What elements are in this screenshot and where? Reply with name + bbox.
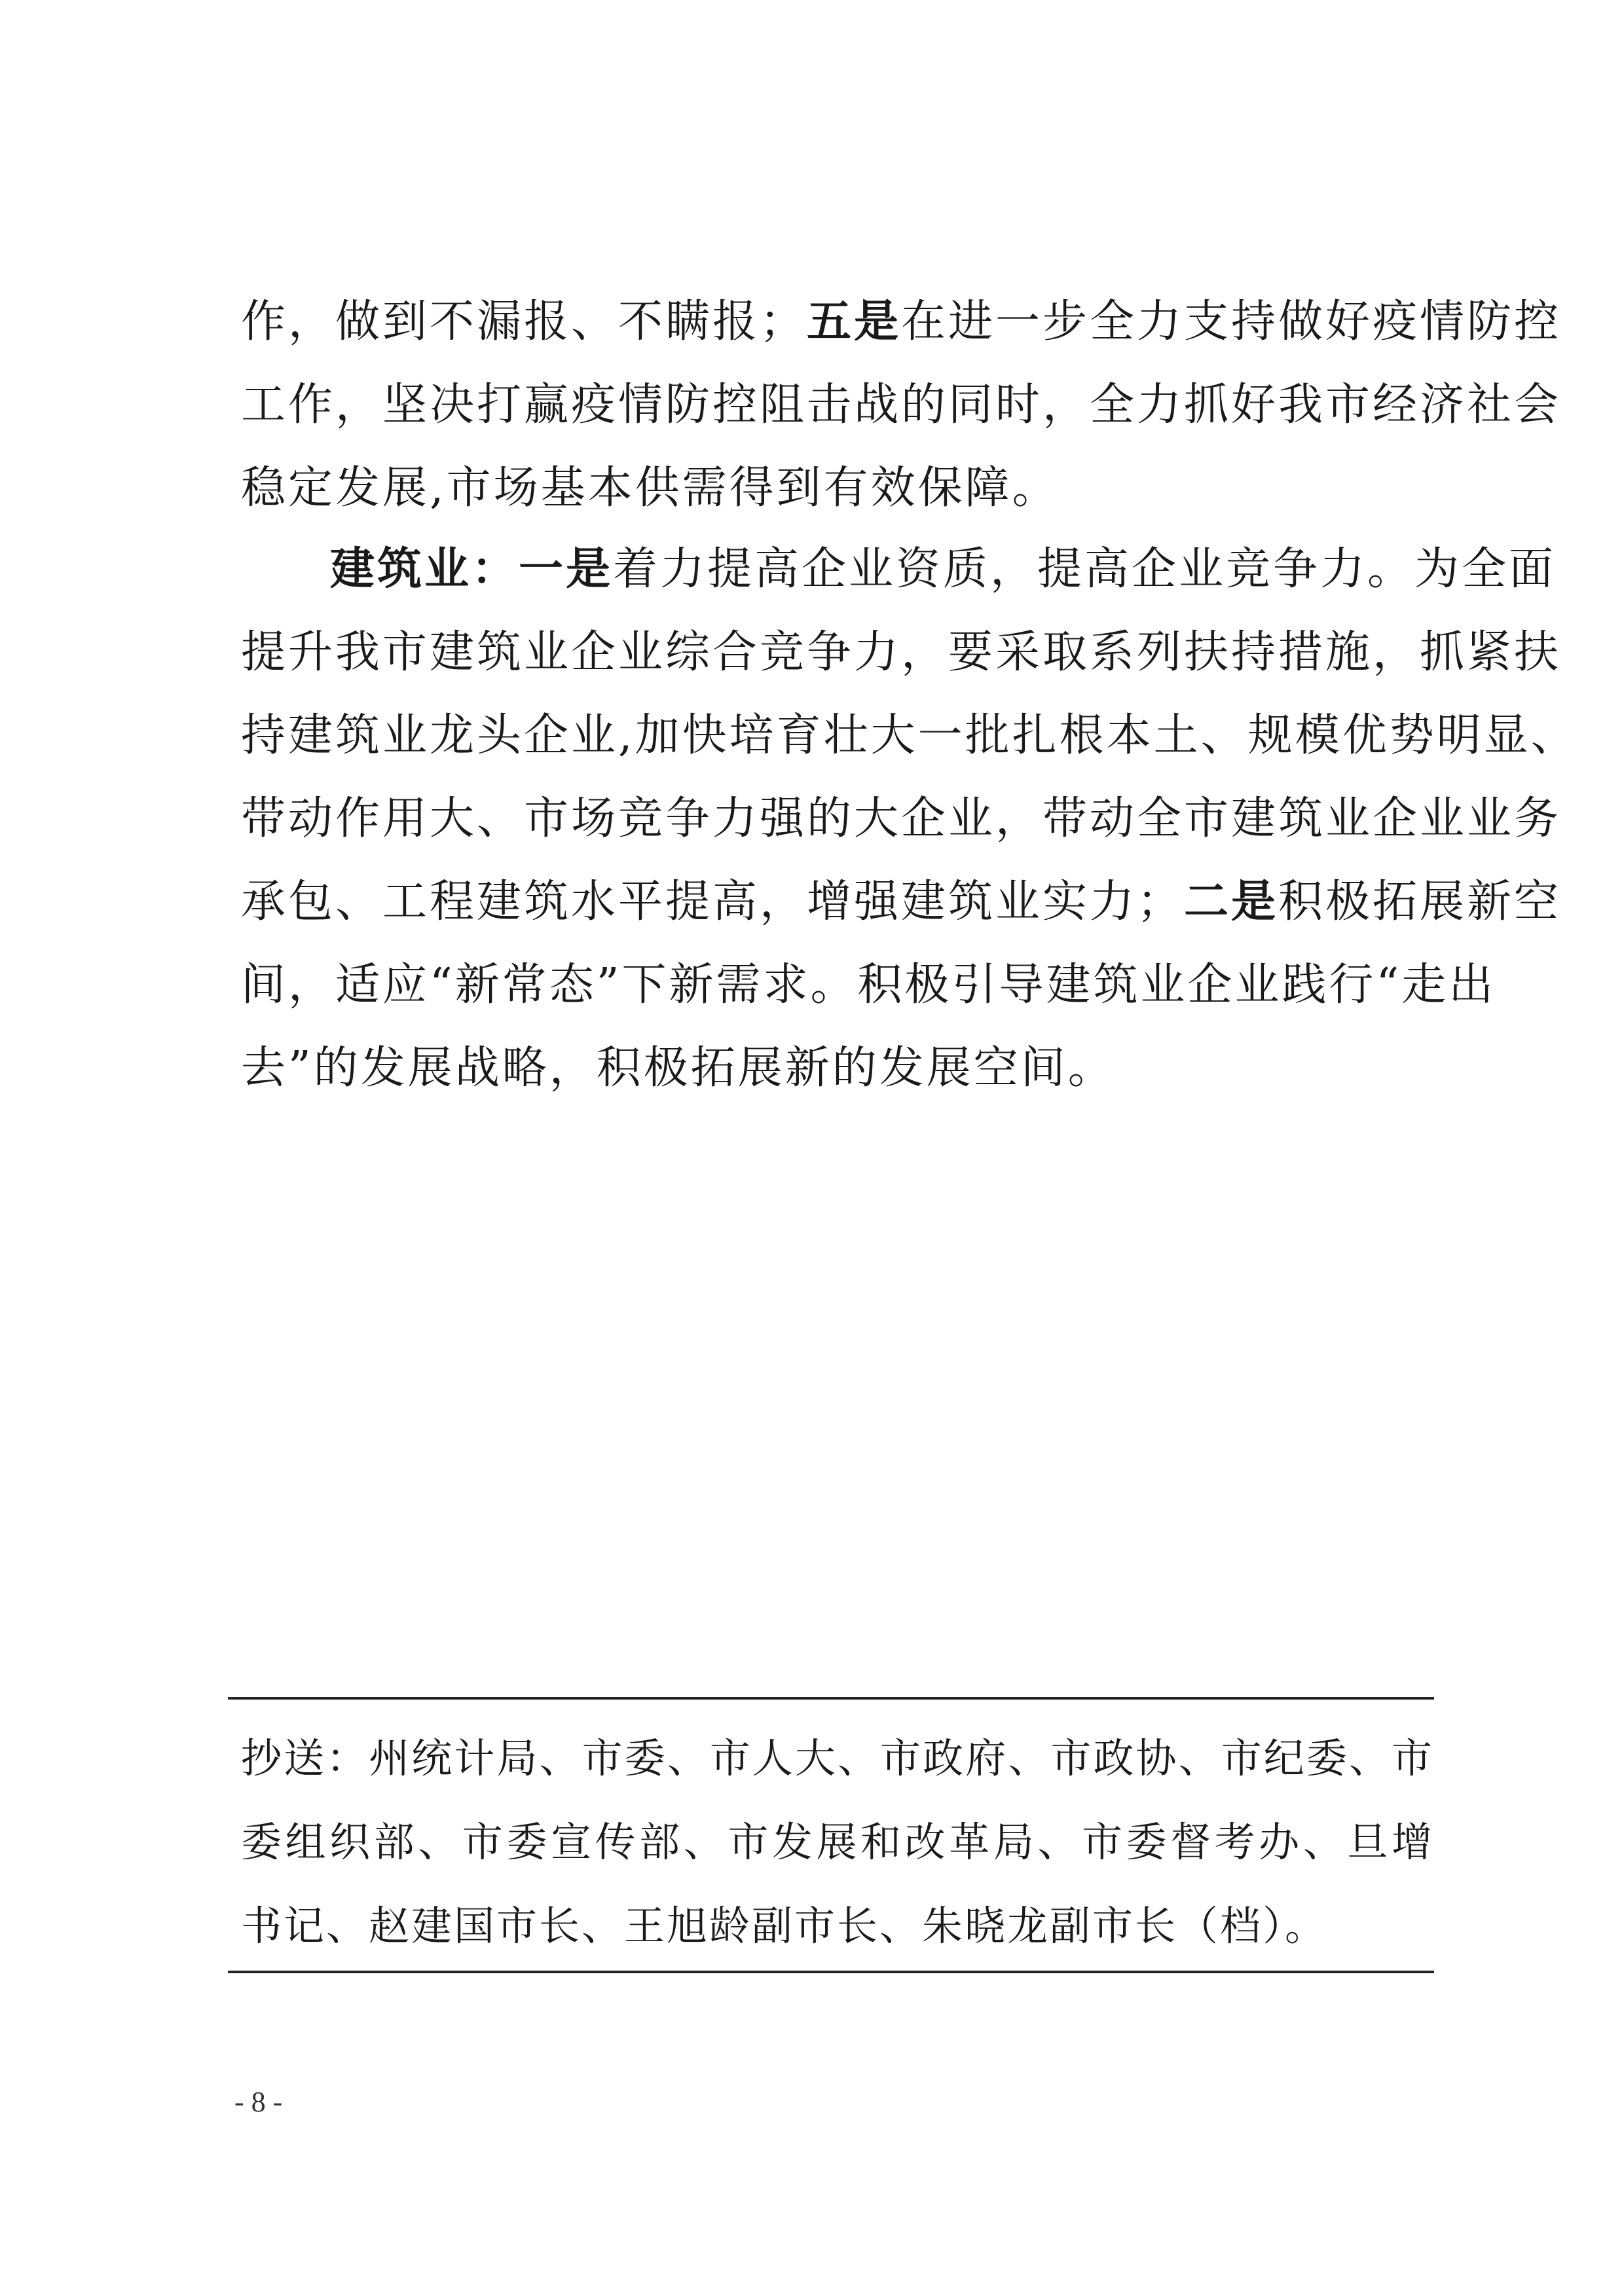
bold-marker: 二是 bbox=[1184, 875, 1279, 928]
text-run: 积极拓展新空 bbox=[1278, 876, 1562, 928]
paragraph-line: 提升我市建筑业企业综合竞争力，要采取系列扶持措施，抓紧扶 bbox=[241, 627, 1562, 678]
section-label: 建筑业： bbox=[330, 543, 519, 595]
paragraph-line: 稳定发展,市场基本供需得到有效保障。 bbox=[241, 462, 1060, 514]
cc-line: 书记、赵建国市长、王旭龄副市长、朱晓龙副市长（档）。 bbox=[241, 1902, 1328, 1950]
cc-line: 抄送：州统计局、市委、市人大、市政府、市政协、市纪委、市 bbox=[241, 1734, 1434, 1782]
paragraph-continuation bbox=[241, 280, 1562, 530]
cc-section bbox=[241, 1717, 1434, 1968]
paragraph-line bbox=[241, 528, 1557, 611]
text-run: 承包、工程建筑水平提高，增强建筑业实力； bbox=[241, 876, 1185, 928]
paragraph-construction bbox=[241, 528, 1578, 1110]
cc-bottom-rule bbox=[228, 1971, 1434, 1973]
paragraph-line: 工作，坚决打赢疫情防控阻击战的同时，全力抓好我市经济社会 bbox=[241, 379, 1562, 431]
paragraph-line bbox=[241, 280, 1562, 363]
text-run: 在进一步全力支持做好疫情防控 bbox=[901, 296, 1562, 348]
cc-line: 委组织部、市委宣传部、市发展和改革局、市委督考办、旦增 bbox=[241, 1818, 1434, 1866]
paragraph-line: 去”的发展战略，积极拓展新的发展空间。 bbox=[241, 1042, 1115, 1094]
paragraph-line: 间，适应“新常态”下新需求。积极引导建筑业企业践行“走出 bbox=[241, 959, 1496, 1011]
bold-marker: 一是 bbox=[519, 543, 614, 595]
bold-marker: 五是 bbox=[807, 295, 902, 348]
page-number: - 8 - bbox=[234, 2086, 283, 2118]
cc-top-rule bbox=[228, 1697, 1434, 1700]
paragraph-line bbox=[241, 860, 1562, 943]
text-run: 作，做到不漏报、不瞒报； bbox=[241, 296, 807, 348]
paragraph-line: 带动作用大、市场竞争力强的大企业，带动全市建筑业企业业务 bbox=[241, 793, 1562, 845]
paragraph-line: 持建筑业龙头企业,加快培育壮大一批扎根本土、规模优势明显、 bbox=[241, 710, 1578, 761]
text-run: 着力提高企业资质，提高企业竞争力。为全面 bbox=[613, 543, 1557, 595]
